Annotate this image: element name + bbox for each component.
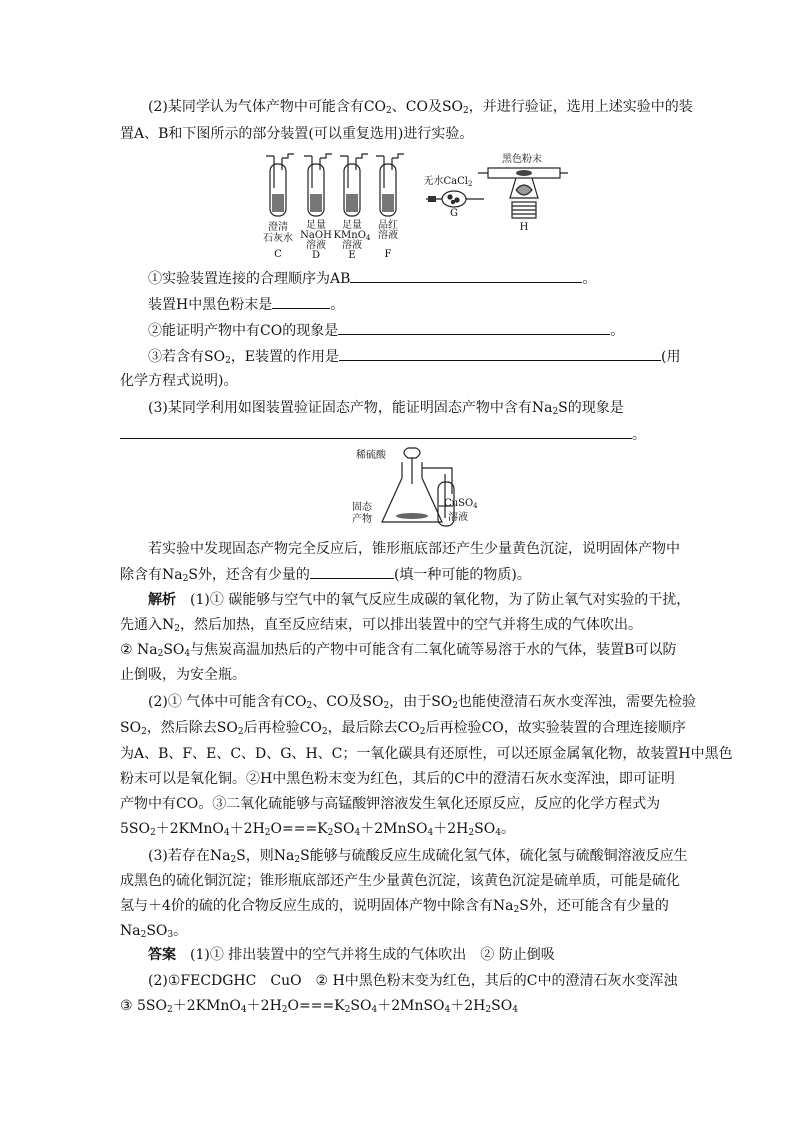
tube-f bbox=[376, 154, 404, 216]
svg-text:足量: 足量 bbox=[306, 220, 326, 231]
analysis-p3-4: $Na_2SO_3$。 bbox=[120, 923, 188, 940]
analysis-p2-1: (2)① 气体中可能含有$CO_2$、CO及$SO_2$，由于$SO_2$也能使澄清石灰水变浑浊，需要先检验 bbox=[148, 694, 697, 711]
analysis-p1-1: 解析 (1)① 碳能够与空气中的氧气反应生成碳的氧化物，为了防止氧气对实验的干扰， bbox=[148, 592, 691, 608]
svg-text:F: F bbox=[384, 249, 392, 260]
svg-text:H: H bbox=[519, 222, 529, 233]
analysis-p1-4: 止倒吸，为安全瓶。 bbox=[120, 667, 246, 683]
svg-text:溶液: 溶液 bbox=[448, 512, 468, 523]
svg-text:石灰水: 石灰水 bbox=[263, 233, 293, 244]
analysis-p2-6: $5SO_2+2KMnO_4+2H_2O===K_2SO_4+2MnSO_4+2H_2SO_4$。 bbox=[120, 821, 515, 838]
svg-text:固态: 固态 bbox=[352, 502, 372, 513]
heated-tube-h bbox=[478, 168, 568, 218]
svg-text:CuSO4: CuSO$_4$ bbox=[444, 498, 478, 510]
q2-line-1: (2)某同学认为气体产物中可能含有$CO_2$、CO及$SO_2$，并进行验证，选用上述实验中的装 bbox=[148, 99, 693, 116]
svg-text:黑色粉末: 黑色粉末 bbox=[502, 154, 542, 165]
q2-1b: 装置H中黑色粉末是 。 bbox=[148, 294, 718, 315]
q2-1: ①实验装置连接的合理顺序为AB 。 bbox=[148, 268, 718, 289]
analysis-p2-2: $SO_2$，然后除去$SO_2$后再检验$CO_2$，最后除去$CO_2$后再检验CO，故实验装置的合理连接顺序 bbox=[120, 720, 686, 737]
drying-tube-g bbox=[426, 191, 484, 207]
svg-text:澄清: 澄清 bbox=[268, 222, 288, 233]
svg-text:NaOH: NaOH bbox=[300, 230, 332, 241]
answer-blank[interactable] bbox=[120, 424, 632, 439]
svg-text:C: C bbox=[274, 249, 282, 260]
q3-line-1: (3)某同学利用如图装置验证固态产物，能证明固态产物中含有$Na_2S$的现象是 bbox=[148, 400, 624, 417]
svg-text:KMnO4: KMnO$_4$ bbox=[333, 230, 371, 242]
svg-text:品红: 品红 bbox=[378, 220, 398, 231]
q3-b-2: 除含有$Na_2S$外，还含有少量的 (填一种可能的物质)。 bbox=[120, 564, 690, 585]
q2-line-2: 置A、B和下图所示的部分装置(可以重复选用)进行实验。 bbox=[120, 126, 474, 142]
answer-blank[interactable] bbox=[350, 268, 582, 283]
svg-text:足量: 足量 bbox=[342, 220, 362, 231]
flask-apparatus-figure bbox=[340, 444, 490, 530]
tube-e bbox=[340, 154, 368, 216]
tube-d bbox=[304, 154, 332, 216]
answer-blank[interactable] bbox=[338, 320, 610, 335]
svg-text:D: D bbox=[311, 250, 321, 260]
analysis-p2-4: 粉末可以是氧化铜。②H中黑色粉末变为红色，其后的C中的澄清石灰水变浑浊，即可证明 bbox=[120, 771, 675, 787]
analysis-p3-2: 成黑色的硫化铜沉淀；锥形瓶底部还产生少量黄色沉淀，该黄色沉淀是硫单质，可能是硫化 bbox=[120, 873, 680, 889]
answer-blank[interactable] bbox=[272, 294, 330, 309]
svg-text:溶液: 溶液 bbox=[378, 230, 398, 241]
svg-text:溶液: 溶液 bbox=[306, 240, 326, 251]
svg-text:溶液: 溶液 bbox=[342, 240, 362, 251]
apparatus-figure bbox=[258, 150, 568, 260]
q3-b-1: 若实验中发现固态产物完全反应后，锥形瓶底部还产生少量黄色沉淀，说明固体产物中 bbox=[148, 541, 680, 557]
q2-3-cont: 化学方程式说明)。 bbox=[120, 373, 238, 389]
tube-c bbox=[266, 154, 294, 216]
analysis-p3-3: 氢与＋4价的硫的化合物反应生成的，说明固体产物中除含有$Na_2S$外，还可能含有少量的 bbox=[120, 898, 669, 915]
svg-text:稀硫酸: 稀硫酸 bbox=[356, 450, 386, 461]
analysis-p1-2: 先通入$N_2$，然后加热，直至反应结束，可以排出装置中的空气并将生成的气体吹出。 bbox=[120, 617, 642, 634]
answer-1: 答案 (1)① 排出装置中的空气并将生成的气体吹出 ② 防止倒吸 bbox=[148, 947, 555, 963]
answer-blank[interactable] bbox=[310, 564, 394, 579]
answer-blank[interactable] bbox=[339, 346, 661, 361]
svg-text:产物: 产物 bbox=[352, 514, 372, 525]
svg-text:E: E bbox=[348, 250, 356, 260]
q2-2: ②能证明产物中有CO的现象是 。 bbox=[148, 320, 718, 341]
analysis-p2-3: 为A、B、F、E、C、D、G、H、C；一氧化碳具有还原性，可以还原金属氧化物，故装置H中黑色 bbox=[120, 746, 733, 762]
q2-3: ③若含有$SO_2$，E装置的作用是 (用 bbox=[148, 346, 718, 367]
q3-line-2: 。 bbox=[120, 424, 690, 445]
analysis-p3-1: (3)若存在$Na_2S$，则$Na_2S$能够与硫酸反应生成硫化氢气体，硫化氢与硫酸铜溶液反应生 bbox=[148, 848, 688, 865]
svg-text:无水CaCl2: 无水CaCl$_2$ bbox=[423, 176, 473, 188]
svg-text:G: G bbox=[450, 208, 458, 219]
analysis-p2-5: 产物中有CO。③二氧化硫能够与高锰酸钾溶液发生氧化还原反应，反应的化学方程式为 bbox=[120, 796, 661, 812]
analysis-p1-3: ② $Na_2SO_4$与焦炭高温加热后的产物中可能含有二氧化硫等易溶于水的气体，装置B可以防 bbox=[120, 642, 677, 659]
answer-3: ③ $5SO_2+2KMnO_4+2H_2O===K_2SO_4+2MnSO_4+2H_2SO_4$ bbox=[120, 998, 518, 1015]
answer-2: (2)①FECDGHC CuO ② H中黑色粉末变为红色，其后的C中的澄清石灰水变浑浊 bbox=[148, 973, 678, 989]
